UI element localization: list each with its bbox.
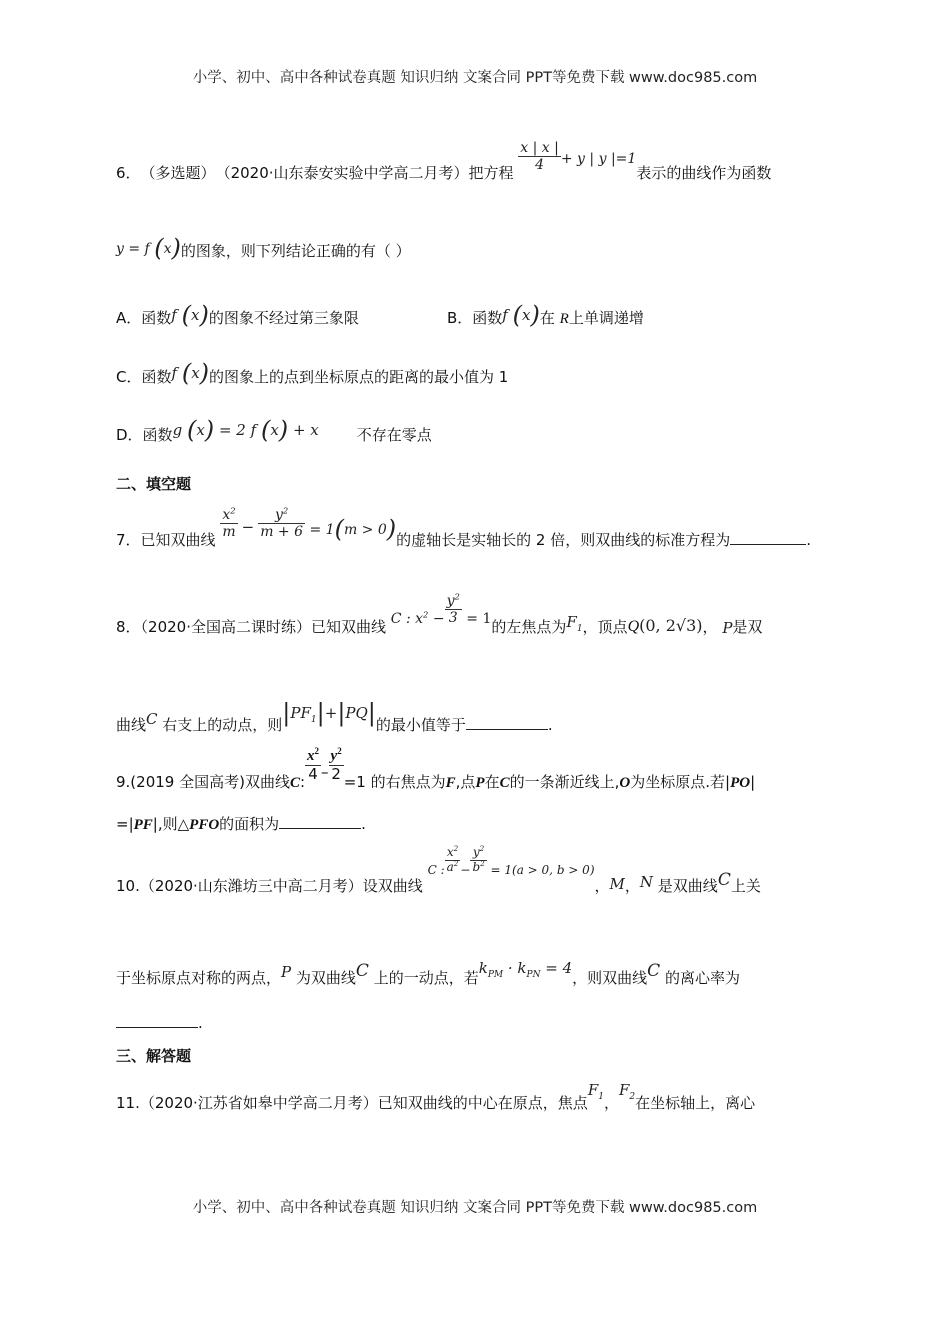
formula-eq-1: = 1(m > 0): [305, 515, 397, 543]
fraction-x2-a2: $\frac{x^2}{a^2}$: [446, 844, 459, 874]
fraction-y2-b2: $\frac{y^2}{b^2}$: [472, 844, 485, 874]
answer-blank[interactable]: [116, 1013, 198, 1028]
question-7: 7．已知双曲线 $\frac{x^2}{m}$ − $\frac{y^2}{m + 6}$ = 1(m > 0)的虚轴长是实轴长的 2 倍，则双曲线的标准方程为 .: [116, 505, 812, 549]
formula-f1: $F_1$: [566, 613, 583, 634]
fraction-y2-3: $\frac{y^2}{3}$: [446, 591, 460, 627]
fraction-x2-4: $\frac{x^2}{4}$: [307, 746, 320, 784]
formula-n: N: [639, 873, 654, 891]
formula-vertex-q: Q(0, 2√3): [627, 616, 703, 635]
formula-fx: f (x): [502, 301, 540, 329]
fraction-x2-m: $\frac{x^2}{m}$: [222, 505, 236, 541]
fraction-y2-2: $\frac{y^2}{2}$: [330, 746, 342, 784]
page-header: 小学、初中、高中各种试卷真题 知识归纳 文案合同 PPT等免费下载 www.doc985.com: [192, 70, 758, 86]
question-6-line-1: 6．（多选题）（2020·山东泰安实验中学高二月考）把方程 $\frac{x | x |}{4}$ + y | y |=1表示的曲线作为函数: [116, 140, 772, 182]
equation-rest: + y | y |=1: [560, 151, 637, 167]
question-9-line-1: 9.(2019 全国高考)双曲线C: $\frac{x^2}{4}$ – $\frac{y^2}{2}$ =1 的右焦点为F,点P在C的一条渐近线上,O为坐标原点.若|PO|: [116, 746, 756, 791]
formula-conditions: = 1(a > 0, b > 0): [486, 863, 595, 877]
formula-pf1-pq: $|PF_1|+|PQ|$: [282, 699, 376, 727]
formula-fx: f (x): [171, 359, 210, 387]
answer-blank[interactable]: [466, 715, 548, 730]
question-6-option-d[interactable]: D．函数g (x) = 2 f (x) + x 不存在零点: [116, 416, 432, 444]
question-6-option-c[interactable]: C．函数f (x)的图象上的点到坐标原点的距离的最小值为 1: [116, 359, 509, 387]
formula-curve-c: C : $x^2$ −: [390, 609, 445, 627]
question-11: 11.（2020·江苏省如皋中学高二月考）已知双曲线的中心在原点，焦点$F_1$，$F_2$在坐标轴上，离心: [116, 1081, 756, 1112]
formula-gx: g (x) = 2 f (x) + x: [172, 416, 319, 444]
formula-m: M: [609, 875, 625, 893]
question-6-option-b[interactable]: B．函数f (x)在 R上单调递增: [447, 301, 644, 329]
question-6-line-2: y = f (x)的图象，则下列结论正确的有（ ）: [116, 234, 411, 262]
question-6-option-a[interactable]: A．函数f (x)的图象不经过第三象限: [116, 301, 359, 329]
question-10-line-1: 10.（2020·山东潍坊三中高二月考）设双曲线 C : $\frac{x^2}{a^2}$ − $\frac{y^2}{b^2}$ = 1(a > 0, b > 0)，M，N 是双曲线C上关: [116, 844, 761, 895]
formula-c: C: [146, 710, 158, 728]
question-8-line-2: 曲线C 右支上的动点，则$|PF_1|+|PQ|$的最小值等于 .: [116, 699, 553, 734]
fraction-y2-m6: $\frac{y^2}{m + 6}$: [260, 505, 304, 541]
formula-c: C: [717, 870, 731, 890]
formula-p: P: [281, 963, 292, 981]
formula-y-fx: y = f (x): [116, 234, 181, 262]
answer-blank[interactable]: [730, 530, 806, 545]
formula-c: C: [647, 961, 661, 981]
formula-p: P: [722, 619, 733, 637]
question-10-line-2: 于坐标原点对称的两点，P 为双曲线C 上的一动点，若$k_{PM} \cdot k_{PN} = 4$，则双曲线C 的离心率为: [116, 959, 740, 987]
section-answer-title: 三、解答题: [116, 1047, 192, 1065]
question-10-answer-line: .: [116, 1013, 203, 1033]
question-8-line-1: 8．（2020·全国高二课时练）已知双曲线 C : $x^2$ − $\frac{y^2}{3}$ = 1的左焦点为$F_1$，顶点Q(0, 2√3)， P是双: [116, 591, 763, 637]
equation-fraction: $\frac{x | x |}{4}$: [520, 140, 559, 174]
formula-fx: f (x): [171, 301, 209, 329]
answer-blank[interactable]: [279, 814, 361, 829]
formula-f2: $F_2$: [618, 1081, 636, 1102]
question-9-line-2: =|PF|,则△PFO的面积为 .: [116, 815, 366, 833]
formula-c: C: [355, 961, 369, 981]
formula-f1: $F_1$: [587, 1081, 604, 1102]
page-footer: 小学、初中、高中各种试卷真题 知识归纳 文案合同 PPT等免费下载 www.doc985.com: [192, 1200, 758, 1216]
formula-hyperbola-c: C :: [427, 863, 445, 877]
section-fill-in-title: 二、填空题: [116, 475, 192, 493]
formula-kpm-kpn: $k_{PM} \cdot k_{PN} = 4$: [478, 959, 573, 980]
